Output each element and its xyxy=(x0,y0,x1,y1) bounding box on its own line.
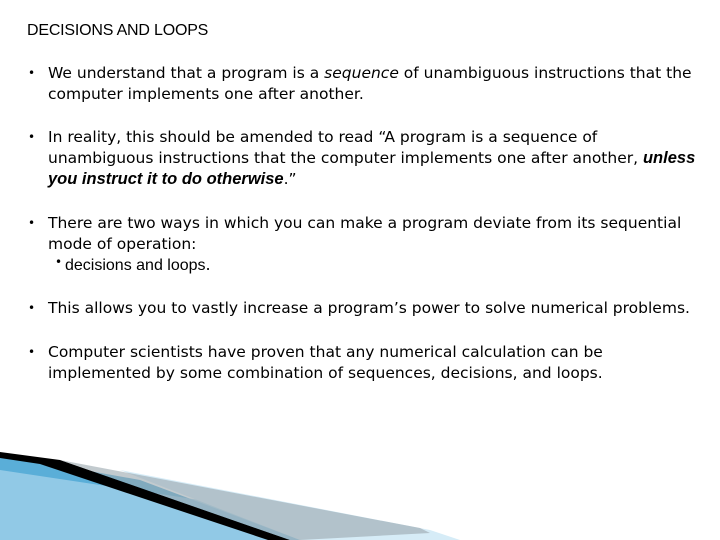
bullet-dot: • xyxy=(28,345,36,359)
bullet-dot: • xyxy=(28,66,36,80)
sub-bullet-decisions-loops xyxy=(28,255,698,275)
sub-bullet-dot: • xyxy=(55,255,63,269)
bullet-text: Computer scientists have proven that any numerical calculation can be implemented by some combination of sequences, decisions, and loops. xyxy=(48,343,603,382)
bullet-text: .” xyxy=(283,170,297,188)
bullet-dot: • xyxy=(28,216,36,230)
bullet-power xyxy=(28,298,698,319)
bullet-text: There are two ways in which you can make a program deviate from its sequential mode of operation: xyxy=(48,214,682,253)
bullet-dot: • xyxy=(28,301,36,315)
bullet-two-ways xyxy=(28,213,698,255)
emphasis-sequence: sequence xyxy=(324,64,399,82)
sub-bullet-period: . xyxy=(205,255,211,274)
bullet-amended-definition xyxy=(28,127,698,190)
sub-bullet-text: decisions and loops xyxy=(65,257,206,274)
slide-title: DECISIONS AND LOOPS xyxy=(27,22,209,39)
bullet-text: In reality, this should be amended to read “A program is a sequence of unambiguous instructions that the computer implements one after another, xyxy=(48,128,643,167)
bullet-text: of unambiguous instructions that the computer implements one after another. xyxy=(48,64,692,103)
bullet-dot: • xyxy=(28,130,36,144)
bullet-text: This allows you to vastly increase a program’s power to solve numerical problems. xyxy=(48,299,690,317)
bullet-sequence-definition xyxy=(28,63,698,105)
bullet-proof xyxy=(28,342,698,384)
bullet-text: We understand that a program is a xyxy=(48,64,325,82)
bullet-list xyxy=(28,63,698,384)
emphasis-otherwise: unless you instruct it to do otherwise xyxy=(48,149,696,188)
